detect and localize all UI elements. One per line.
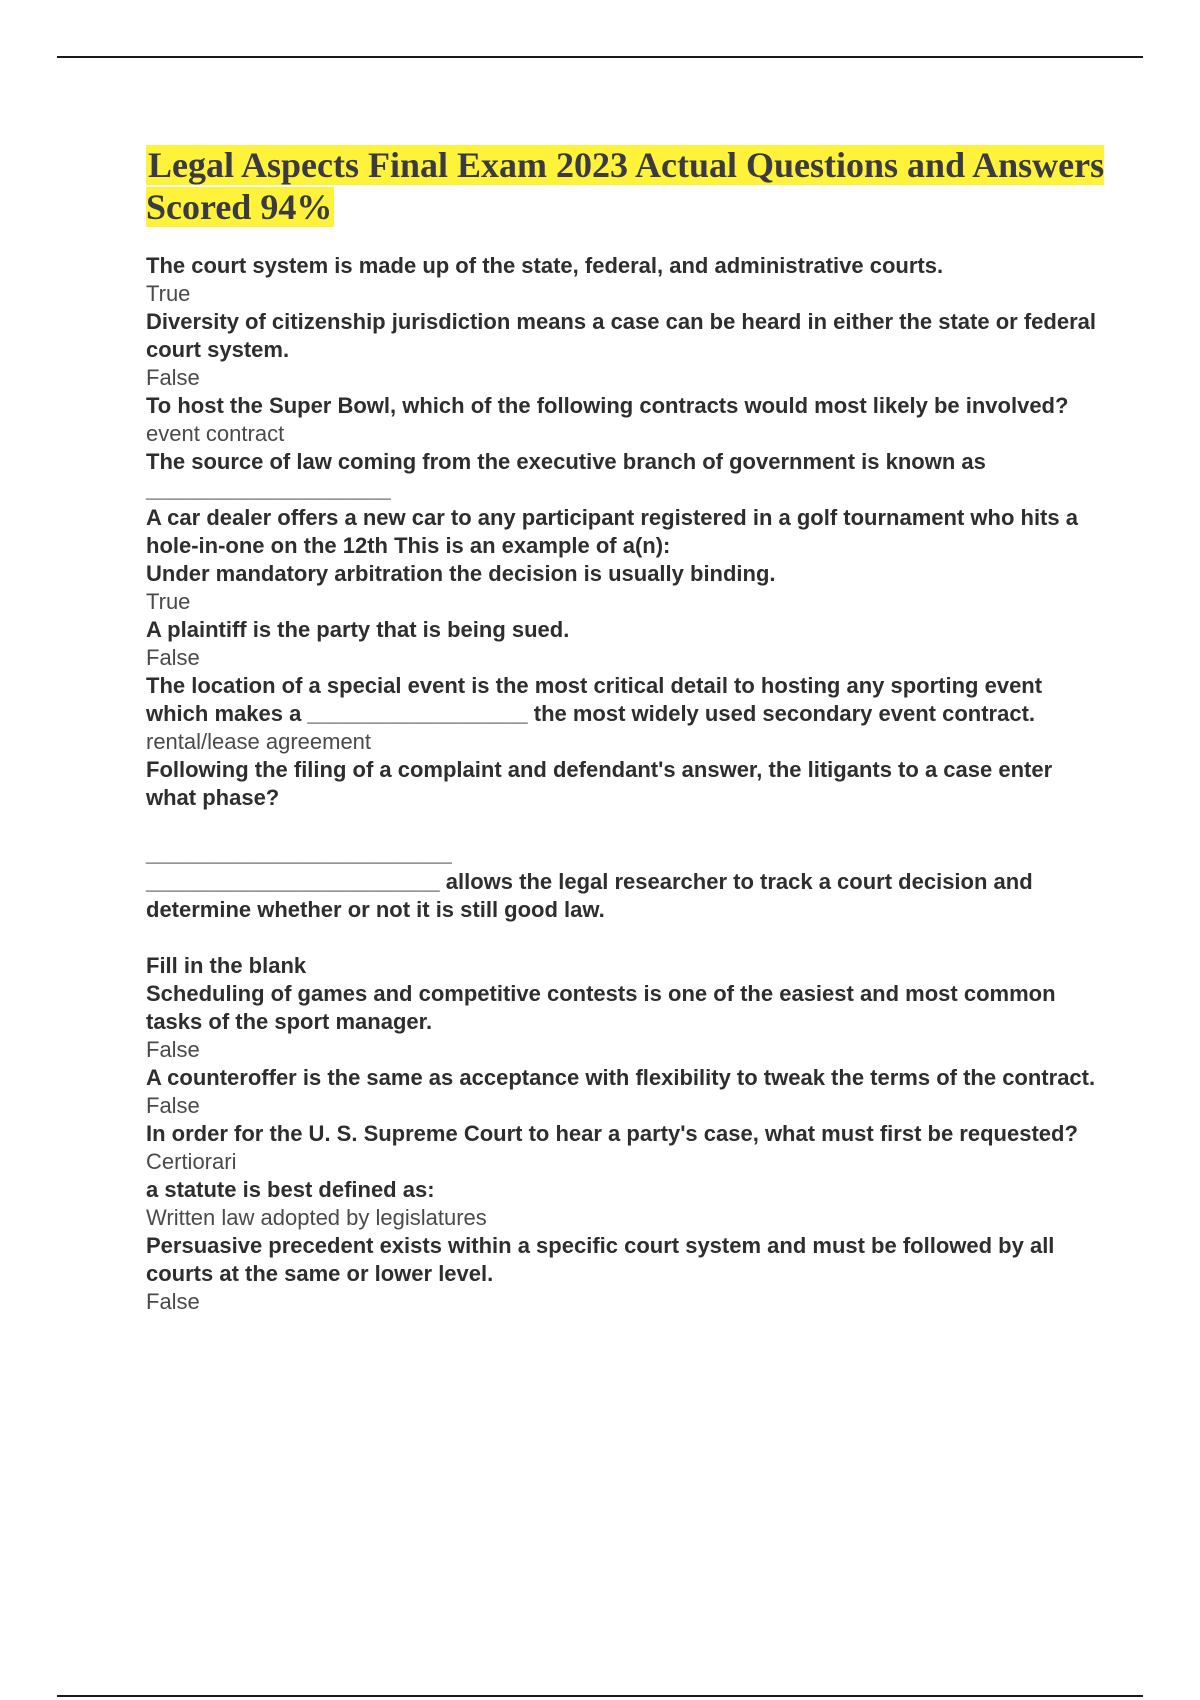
question-text: A plaintiff is the party that is being sued. (146, 617, 570, 642)
question-text: The location of a special event is the most critical detail to hosting any sporting event which makes a __________________ the most widely used secondary event contract. (146, 673, 1049, 726)
answer-text: False (146, 1289, 200, 1314)
question-text: The source of law coming from the executive branch of government is known as ____________________ (146, 449, 992, 502)
qa-item (146, 980, 1106, 1064)
top-rule (57, 56, 1143, 58)
qa-item (146, 840, 1106, 924)
answer-text: Written law adopted by legislatures (146, 1205, 487, 1230)
question-text: Scheduling of games and competitive contests is one of the easiest and most common tasks of the sport manager. (146, 981, 1062, 1034)
qa-item (146, 952, 1106, 980)
qa-item (146, 392, 1106, 448)
qa-item (146, 1176, 1106, 1232)
qa-item (146, 1064, 1106, 1120)
question-text: To host the Super Bowl, which of the following contracts would most likely be involved? (146, 393, 1069, 418)
qa-item (146, 756, 1106, 812)
spacer (146, 924, 1106, 952)
question-text: Diversity of citizenship jurisdiction means a case can be heard in either the state or federal court system. (146, 309, 1103, 362)
qa-list (146, 252, 1106, 1316)
answer-text: False (146, 1037, 200, 1062)
qa-item (146, 672, 1106, 756)
qa-item (146, 308, 1106, 392)
qa-item (146, 560, 1106, 616)
answer-text: event contract (146, 421, 285, 446)
answer-text: False (146, 365, 200, 390)
question-text: A car dealer offers a new car to any participant registered in a golf tournament who hits a hole-in-one on the 12th This is an example of a(n): (146, 505, 1085, 558)
answer-text: True (146, 589, 191, 614)
qa-item (146, 252, 1106, 308)
qa-item (146, 448, 1106, 504)
qa-item (146, 1232, 1106, 1316)
question-text: a statute is best defined as: (146, 1177, 435, 1202)
document-title (146, 144, 1106, 228)
question-text: Fill in the blank (146, 953, 307, 978)
question-text: A counteroffer is the same as acceptance with flexibility to tweak the terms of the contract. (146, 1065, 1096, 1090)
answer-text: Certiorari (146, 1149, 237, 1174)
answer-text: rental/lease agreement (146, 729, 372, 754)
qa-item (146, 1120, 1106, 1176)
question-text: Under mandatory arbitration the decision is usually binding. (146, 561, 776, 586)
question-text: The court system is made up of the state, federal, and administrative courts. (146, 253, 944, 278)
question-text: Persuasive precedent exists within a specific court system and must be followed by all courts at the same or lower level. (146, 1233, 1061, 1286)
question-text: Following the filing of a complaint and defendant's answer, the litigants to a case enter what phase? (146, 757, 1059, 810)
bottom-rule (57, 1695, 1143, 1697)
question-text: In order for the U. S. Supreme Court to hear a party's case, what must first be requested? (146, 1121, 1078, 1146)
document-title-text: Legal Aspects Final Exam 2023 Actual Questions and Answers Scored 94% (146, 145, 1105, 227)
answer-text: True (146, 281, 191, 306)
qa-item (146, 616, 1106, 672)
answer-text: False (146, 645, 200, 670)
answer-text: False (146, 1093, 200, 1118)
document-body (146, 144, 1106, 1316)
spacer (146, 812, 1106, 840)
question-text: _________________________ ________________________ allows the legal researcher to track a court decision and determine whether or not it is still good law. (146, 841, 1033, 922)
qa-item (146, 504, 1106, 560)
